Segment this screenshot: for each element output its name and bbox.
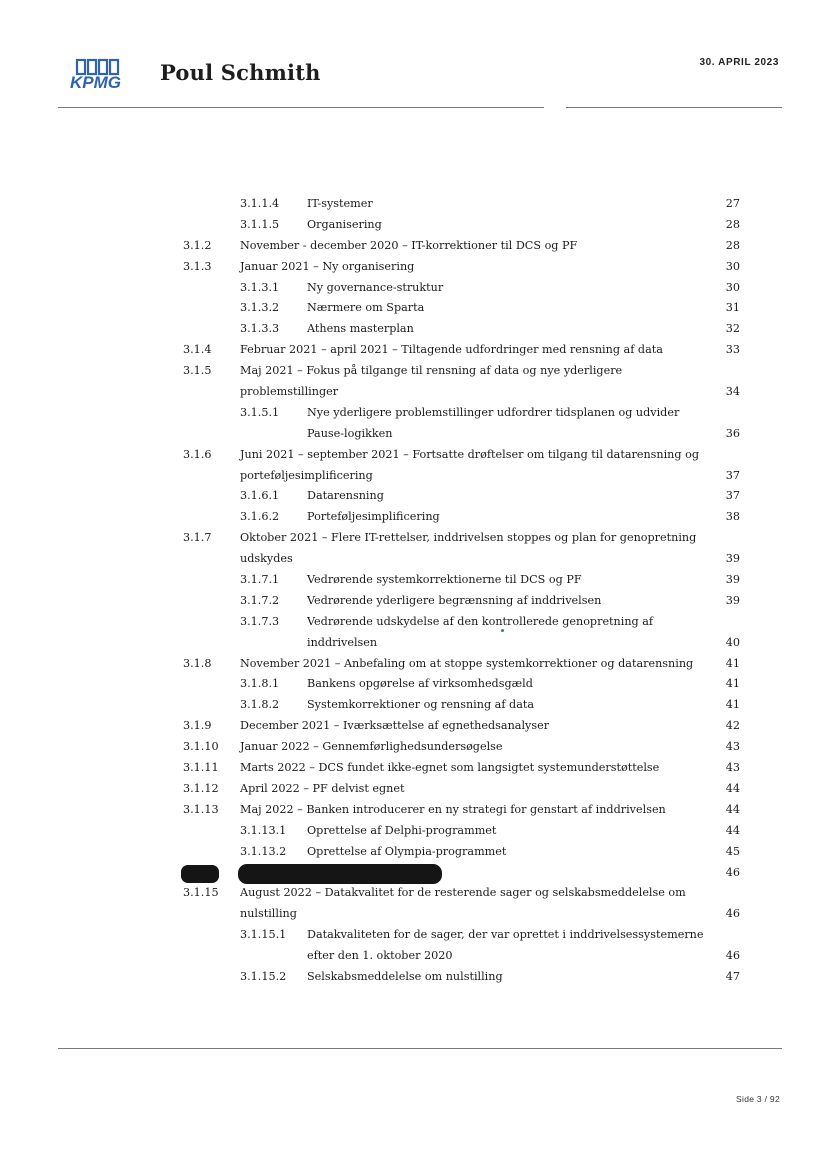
toc-entry[interactable] — [0, 215, 827, 236]
toc-entry[interactable] — [0, 967, 827, 988]
toc-entry-page: 39 — [725, 593, 740, 607]
toc-entry[interactable] — [0, 340, 827, 361]
toc-entry-number: 3.1.2 — [183, 238, 212, 252]
toc-entry-page: 46 — [725, 907, 740, 921]
redaction-bar-title — [238, 864, 442, 884]
toc-entry-page: 41 — [725, 656, 740, 670]
toc-entry-title: Ny governance-struktur — [307, 280, 444, 294]
toc-entry[interactable] — [0, 842, 827, 863]
toc-entry-title: porteføljesimplificering — [240, 468, 373, 482]
toc-entry-title: Datarensning — [307, 489, 384, 503]
toc-entry-number: 3.1.8.2 — [240, 698, 280, 712]
toc-entry[interactable] — [0, 570, 827, 591]
toc-entry-page: 39 — [725, 573, 740, 587]
toc-entry-number: 3.1.5 — [183, 364, 212, 378]
toc-entry-title: Februar 2021 – april 2021 – Tiltagende udfordringer med rensning af data — [240, 343, 663, 357]
toc-entry[interactable] — [0, 194, 827, 215]
svg-text:KPMG: KPMG — [70, 73, 121, 90]
footer-divider — [58, 1048, 782, 1049]
toc-entry[interactable] — [0, 633, 827, 654]
toc-entry-title: efter den 1. oktober 2020 — [307, 949, 453, 963]
toc-entry[interactable] — [0, 800, 827, 821]
toc-entry-number: 3.1.6 — [183, 447, 212, 461]
toc-entry[interactable] — [0, 507, 827, 528]
toc-entry-page: 43 — [725, 761, 740, 775]
toc-entry-title: problemstillinger — [240, 385, 339, 399]
toc-entry[interactable] — [0, 821, 827, 842]
toc-entry-title: August 2022 – Datakvalitet for de resterende sager og selskabsmeddelelse om — [240, 886, 686, 900]
toc-entry-title: Organisering — [307, 217, 382, 231]
toc-entry-redacted[interactable] — [0, 863, 827, 884]
kpmg-logo — [66, 58, 136, 90]
toc-entry[interactable] — [0, 403, 827, 424]
toc-entry-page: 42 — [725, 719, 740, 733]
toc-entry[interactable] — [0, 612, 827, 633]
toc-entry-page: 33 — [725, 343, 740, 357]
toc-entry-page: 36 — [725, 426, 740, 440]
toc-entry-title: IT-systemer — [307, 197, 373, 210]
toc-entry-number: 3.1.7.1 — [240, 573, 280, 587]
toc-entry[interactable] — [0, 674, 827, 695]
ink-speck — [501, 629, 504, 632]
toc-entry[interactable] — [0, 946, 827, 967]
toc-entry-title: Nærmere om Sparta — [307, 301, 425, 315]
toc-entry[interactable] — [0, 925, 827, 946]
toc-entry[interactable] — [0, 716, 827, 737]
toc-entry-page: 43 — [725, 740, 740, 754]
toc-entry-number: 3.1.11 — [183, 761, 219, 775]
toc-entry-title: Datakvaliteten for de sager, der var oprettet i inddrivelsessystemerne — [307, 928, 704, 942]
toc-entry[interactable] — [0, 779, 827, 800]
toc-entry-number: 3.1.9 — [183, 719, 212, 733]
toc-entry-page: 44 — [725, 802, 740, 816]
toc-entry-number: 3.1.7.2 — [240, 593, 280, 607]
toc-entry-title: Vedrørende yderligere begrænsning af inddrivelsen — [307, 593, 602, 607]
toc-entry-number: 3.1.1.4 — [240, 197, 280, 210]
page-number: Side 3 / 92 — [736, 1094, 780, 1104]
toc-entry-number: 3.1.3 — [183, 259, 212, 273]
toc-entry-title: Vedrørende systemkorrektionerne til DCS og PF — [307, 573, 582, 587]
toc-entry[interactable] — [0, 298, 827, 319]
toc-entry-page: 39 — [725, 552, 740, 566]
toc-entry-number: 3.1.15 — [183, 886, 219, 900]
toc-entry-title: April 2022 – PF delvist egnet — [240, 781, 405, 795]
toc-entry-page: 37 — [725, 468, 740, 482]
toc-entry-number: 3.1.15.1 — [240, 928, 287, 942]
toc-entry[interactable] — [0, 737, 827, 758]
toc-entry-page: 47 — [725, 969, 740, 983]
toc-entry-title: Oprettelse af Delphi-programmet — [307, 823, 497, 837]
toc-entry-number: 3.1.4 — [183, 343, 212, 357]
toc-entry-title: Oprettelse af Olympia-programmet — [307, 844, 507, 858]
toc-entry-title: Maj 2022 – Banken introducerer en ny strategi for genstart af inddrivelsen — [240, 802, 666, 816]
table-of-contents — [0, 194, 827, 988]
toc-entry[interactable] — [0, 236, 827, 257]
toc-entry-title: Marts 2022 – DCS fundet ikke-egnet som langsigtet systemunderstøttelse — [240, 761, 660, 775]
toc-entry-number: 3.1.5.1 — [240, 405, 280, 419]
toc-entry-page: 32 — [725, 322, 740, 336]
toc-entry[interactable] — [0, 591, 827, 612]
toc-entry-number: 3.1.3.1 — [240, 280, 280, 294]
toc-entry-title: Selskabsmeddelelse om nulstilling — [307, 969, 503, 983]
toc-entry[interactable] — [0, 758, 827, 779]
toc-entry-page: 38 — [725, 510, 740, 524]
toc-entry[interactable] — [0, 486, 827, 507]
toc-entry[interactable] — [0, 361, 827, 382]
toc-entry-title: Athens masterplan — [307, 322, 414, 336]
toc-entry[interactable] — [0, 424, 827, 445]
toc-entry-number: 3.1.3.3 — [240, 322, 280, 336]
toc-entry-page: 46 — [725, 865, 740, 879]
redaction-bar-number — [181, 865, 219, 883]
toc-entry-number: 3.1.12 — [183, 781, 219, 795]
toc-entry[interactable] — [0, 883, 827, 904]
toc-entry-page: 30 — [725, 280, 740, 294]
toc-entry-title: nulstilling — [240, 907, 297, 921]
toc-entry-number: 3.1.13 — [183, 802, 219, 816]
toc-entry-title: Systemkorrektioner og rensning af data — [307, 698, 535, 712]
toc-entry-page: 28 — [725, 238, 740, 252]
toc-entry-number: 3.1.7 — [183, 531, 212, 545]
toc-entry-title: November - december 2020 – IT-korrektioner til DCS og PF — [240, 238, 578, 252]
logo-firm-name: Poul Schmith — [160, 60, 321, 85]
toc-entry[interactable] — [0, 257, 827, 278]
toc-entry-page: 44 — [725, 781, 740, 795]
toc-entry-page: 28 — [725, 217, 740, 231]
toc-entry-page: 46 — [725, 949, 740, 963]
toc-entry[interactable] — [0, 319, 827, 340]
toc-entry-page: 40 — [725, 635, 740, 649]
toc-entry-page: 30 — [725, 259, 740, 273]
toc-entry-number: 3.1.6.2 — [240, 510, 280, 524]
toc-entry[interactable] — [0, 654, 827, 675]
toc-entry[interactable] — [0, 278, 827, 299]
toc-entry-number: 3.1.15.2 — [240, 969, 287, 983]
toc-entry-page: 27 — [725, 197, 740, 210]
header-divider-left — [58, 107, 544, 108]
toc-entry-number: 3.1.3.2 — [240, 301, 280, 315]
toc-entry-number: 3.1.13.1 — [240, 823, 287, 837]
toc-entry-number: 3.1.8 — [183, 656, 212, 670]
toc-entry-title: Bankens opgørelse af virksomhedsgæld — [307, 677, 533, 691]
toc-entry[interactable] — [0, 466, 827, 487]
toc-entry-title: Januar 2021 – Ny organisering — [240, 259, 415, 273]
header-divider-right — [566, 107, 782, 108]
toc-entry-title: inddrivelsen — [307, 635, 378, 649]
toc-entry-title: Pause-logikken — [307, 426, 393, 440]
toc-entry-title: Maj 2021 – Fokus på tilgange til rensning af data og nye yderligere — [240, 364, 623, 378]
toc-entry-number: 3.1.10 — [183, 740, 219, 754]
toc-entry-page: 41 — [725, 677, 740, 691]
toc-entry-title: Juni 2021 – september 2021 – Fortsatte drøftelser om tilgang til datarensning og — [240, 447, 700, 461]
toc-entry-title: Januar 2022 – Gennemførlighedsundersøgelse — [240, 740, 503, 754]
toc-entry[interactable] — [0, 904, 827, 925]
toc-entry-number: 3.1.7.3 — [240, 614, 280, 628]
toc-entry-number: 3.1.6.1 — [240, 489, 280, 503]
toc-entry-number: 3.1.8.1 — [240, 677, 280, 691]
toc-entry-number: 3.1.1.5 — [240, 217, 280, 231]
toc-entry-title: Vedrørende udskydelse af den kontrollerede genopretning af — [307, 614, 654, 628]
toc-entry[interactable] — [0, 695, 827, 716]
toc-entry[interactable] — [0, 549, 827, 570]
toc-entry-page: 45 — [725, 844, 740, 858]
toc-entry-title: Porteføljesimplificering — [307, 510, 440, 524]
toc-entry[interactable] — [0, 382, 827, 403]
header-date: 30. APRIL 2023 — [699, 57, 779, 68]
toc-entry-title: December 2021 – Iværksættelse af egnethedsanalyser — [240, 719, 550, 733]
toc-entry[interactable] — [0, 528, 827, 549]
toc-entry-title: November 2021 – Anbefaling om at stoppe systemkorrektioner og datarensning — [240, 656, 694, 670]
toc-entry-title: Nye yderligere problemstillinger udfordrer tidsplanen og udvider — [307, 405, 680, 419]
toc-entry-page: 31 — [725, 301, 740, 315]
toc-entry-page: 37 — [725, 489, 740, 503]
toc-entry-number: 3.1.13.2 — [240, 844, 287, 858]
toc-entry-page: 44 — [725, 823, 740, 837]
toc-entry-title: Oktober 2021 – Flere IT-rettelser, inddrivelsen stoppes og plan for genopretning — [240, 531, 697, 545]
toc-entry[interactable] — [0, 445, 827, 466]
toc-entry-page: 34 — [725, 385, 740, 399]
toc-entry-title: udskydes — [240, 552, 293, 566]
toc-entry-page: 41 — [725, 698, 740, 712]
